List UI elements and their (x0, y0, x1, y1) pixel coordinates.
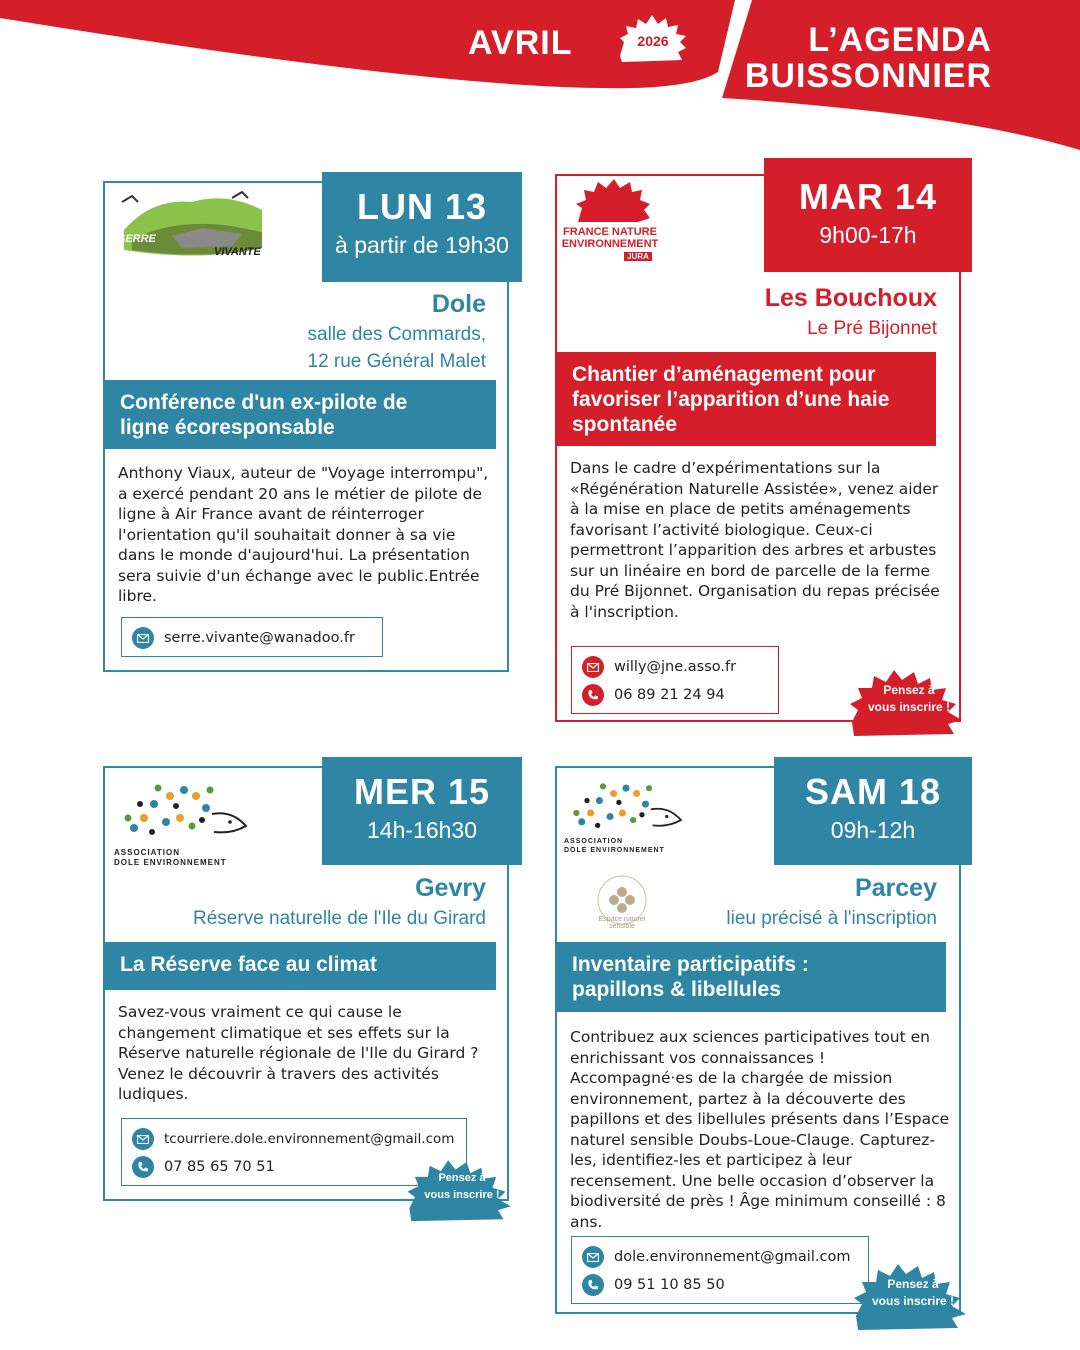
event-day: MER 15 (353, 771, 491, 812)
register-badge (848, 1254, 978, 1332)
header-title-line1: L’AGENDA (808, 21, 992, 59)
event-title-band (104, 380, 496, 449)
event-location (86, 874, 486, 930)
badge-line2: vous inscrire ! (867, 700, 951, 714)
event-title-line2: favoriser l’apparition d’une haie (572, 388, 890, 411)
event-city: Parcey (854, 874, 937, 902)
mail-icon (132, 627, 154, 649)
phone-icon (132, 1156, 154, 1178)
mail-icon (132, 1128, 154, 1150)
event-title-line1: Inventaire participatifs : (572, 953, 809, 976)
logo-text-vivante: VIVANTE (214, 246, 261, 258)
contact-box (121, 617, 383, 657)
dole-environnement-logo (110, 772, 260, 872)
phone-icon (582, 684, 604, 706)
event-title-line1: Conférence d'un ex-pilote de (120, 391, 408, 414)
contact-email-row (582, 1243, 858, 1271)
contact-email[interactable]: willy@jne.asso.fr (614, 659, 737, 675)
header-year: 2026 (637, 33, 669, 49)
header-title-line2: BUISSONNIER (744, 57, 992, 95)
contact-phone-row (582, 681, 768, 709)
contact-phone[interactable]: 07 85 65 70 51 (164, 1159, 275, 1175)
event-title-band (556, 352, 936, 446)
mail-icon (582, 1246, 604, 1268)
event-location (106, 290, 486, 373)
event-venue-line2: 12 rue Général Malet (307, 351, 486, 372)
hedgehog-mosaic-icon (564, 774, 688, 836)
event-date-box (322, 172, 522, 282)
logo-text-line2: ENVIRONNEMENT (561, 238, 659, 250)
event-city: Gevry (415, 874, 486, 902)
badge-line1: Pensez à (883, 683, 935, 697)
logo-text-line1: ASSOCIATION (114, 848, 180, 857)
event-description: Contribuez aux sciences participatives tout en enrichissant vos connaissances ! Accompagné·es de la chargée de mission environnement, partez à la découverte des papillons et des libellules présents dans l’Espace naturel sensible Doubs-Loue-Clauge. Capturez-les, identifiez-les et participez à leur recensement. Une belle occasion d’observer la biodiversité de près ! Âge minimum conseillé : 8 ans. (570, 1028, 950, 1231)
badge-line2: vous inscrire ! (871, 1294, 955, 1308)
event-time: 14h-16h30 (367, 817, 477, 843)
serre-vivante-logo (112, 188, 270, 264)
event-venue-line1: Réserve naturelle de l'Ile du Girard (193, 908, 486, 929)
event-day: SAM 18 (804, 771, 942, 812)
event-title-band (556, 942, 946, 1012)
badge-line1: Pensez à (887, 1277, 939, 1291)
year-badge (616, 12, 690, 72)
event-venue-line1: Le Pré Bijonnet (807, 318, 937, 339)
register-badge (402, 1148, 522, 1226)
event-city: Les Bouchoux (764, 284, 937, 312)
event-day: MAR 14 (798, 176, 938, 217)
event-date-box (322, 757, 522, 865)
hedgehog-mosaic-icon (114, 774, 254, 844)
event-date-box (774, 757, 972, 865)
contact-email-row (582, 653, 768, 681)
contact-email[interactable]: tcourriere.dole.environnement@gmail.com (164, 1131, 455, 1147)
contact-phone[interactable]: 09 51 10 85 50 (614, 1277, 725, 1293)
badge-line2: vous inscrire ! (424, 1189, 500, 1201)
event-title-line2: papillons & libellules (572, 978, 781, 1001)
event-description: Savez-vous vraiment ce qui cause le changement climatique et ses effets sur la Réserve naturelle régionale de l'Ile du Girard ? Venez le découvrir à travers des activités ludiques. (118, 1003, 479, 1103)
logo-text-line2: DOLE ENVIRONNEMENT (114, 858, 227, 867)
badge-line1: Pensez à (438, 1172, 486, 1184)
event-time: 9h00-17h (819, 222, 917, 248)
logo-text-line2: DOLE ENVIRONNEMENT (564, 847, 665, 854)
event-location (557, 284, 937, 340)
event-time: 09h-12h (830, 817, 916, 843)
event-venue-line1: lieu précisé à l'inscription (726, 908, 937, 929)
fne-jura-logo (560, 178, 670, 274)
event-venue-line1: salle des Commards, (307, 324, 486, 345)
event-location (637, 874, 937, 930)
contact-box (571, 646, 779, 714)
event-day: LUN 13 (356, 186, 488, 227)
event-title-line1: La Réserve face au climat (120, 953, 377, 976)
badge-text (402, 1170, 522, 1204)
register-badge (844, 660, 974, 738)
contact-box (571, 1236, 869, 1304)
contact-email-row (132, 624, 372, 652)
event-date-box (764, 158, 972, 272)
event-title-line2: ligne écoresponsable (120, 416, 335, 439)
contact-phone[interactable]: 06 89 21 24 94 (614, 687, 725, 703)
event-title-line3: spontanée (572, 413, 678, 436)
header-month: AVRIL (468, 24, 573, 62)
event-title-band (104, 942, 496, 990)
logo-text-line3: JURA (624, 252, 652, 261)
logo-text-serre: SERRE (118, 233, 156, 245)
hedgehog-icon (564, 178, 664, 228)
header-banner (0, 0, 1080, 150)
event-time: à partir de 19h30 (335, 232, 509, 258)
mail-icon (582, 656, 604, 678)
event-city: Dole (431, 290, 486, 318)
event-description: Anthony Viaux, auteur de "Voyage interrompu", a exercé pendant 20 ans le métier de pilote de ligne à Air France avant de réinterroger l'orientation qu'il souhaitait donner à sa vie dans le monde d'aujourd'hui. La présentation sera suivie d'un échange avec le public.Entrée libre. (118, 464, 489, 605)
logo-text-line3: Espace naturel sensible (598, 916, 646, 930)
contact-email[interactable]: dole.environnement@gmail.com (614, 1249, 851, 1265)
contact-phone-row (582, 1271, 858, 1299)
logo-text-line1: FRANCE NATURE (563, 226, 657, 238)
logo-text-line1: ASSOCIATION (564, 838, 624, 845)
event-description: Dans le cadre d’expérimentations sur la «Régénération Naturelle Assistée», venez aider à la mise en place de petits aménagements favorisant l’activité biologique. Ceux-ci permettront l’apparition des arbres et arbustes sur un linéaire en bord de parcelle de la ferme du Pré Bijonnet. Organisation du repas précisée à l'inscription. (570, 459, 940, 621)
header-title (745, 22, 992, 94)
badge-text (848, 1276, 978, 1310)
phone-icon (582, 1274, 604, 1296)
event-title-line1: Chantier d’aménagement pour (572, 363, 876, 386)
badge-text (844, 682, 974, 716)
contact-email[interactable]: serre.vivante@wanadoo.fr (164, 630, 355, 646)
